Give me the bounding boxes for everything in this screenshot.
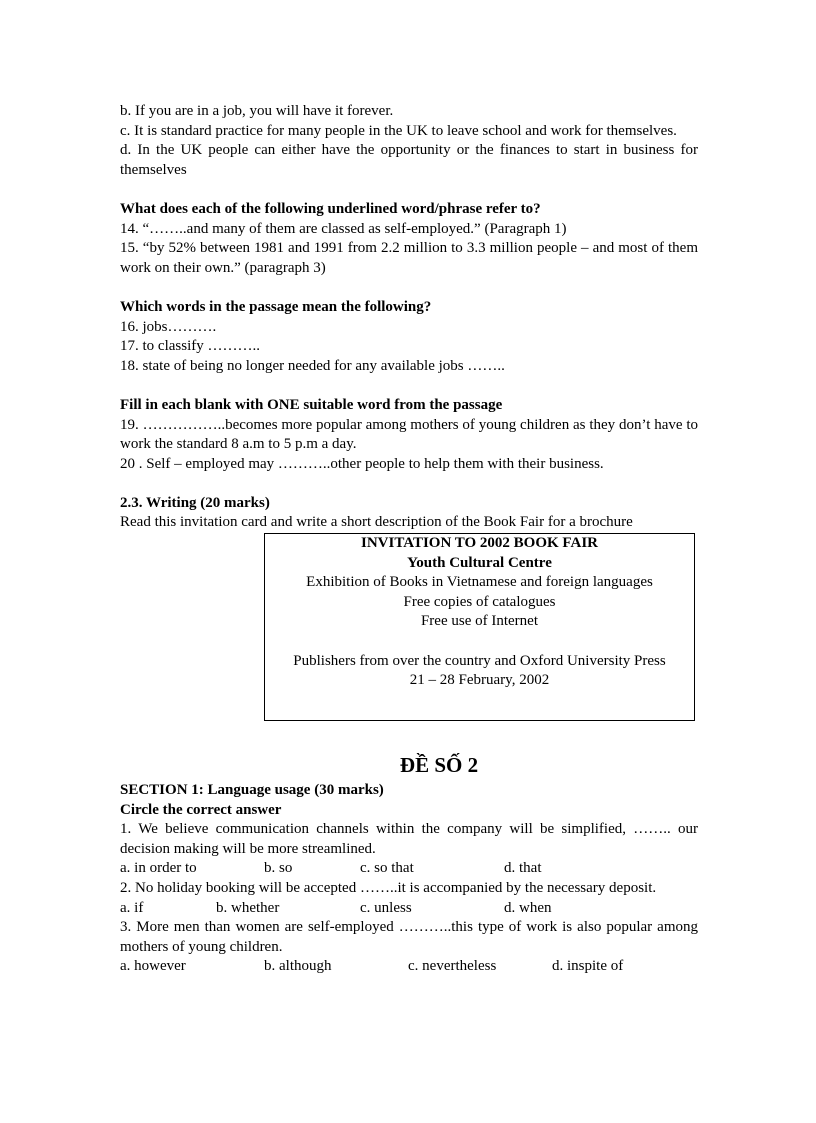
q2-option-d[interactable]: d. when <box>504 899 552 916</box>
refer-heading: What does each of the following underlined word/phrase refer to? <box>120 200 541 217</box>
q2-option-b[interactable]: b. whether <box>216 899 280 916</box>
question-1: 1. We believe communication channels within the company will be simplified, …….. our decision making will be more streamlined. <box>120 821 698 857</box>
question-17: 17. to classify ……….. <box>120 338 260 355</box>
exam-title: ĐỀ SỐ 2 <box>399 753 479 778</box>
question-1-options <box>120 859 698 879</box>
q1-option-b[interactable]: b. so <box>264 860 293 877</box>
question-19: 19. ……………..becomes more popular among mothers of young children as they don’t have to work the standard 8 a.m to 5 p.m a day. <box>120 416 698 453</box>
question-20: 20 . Self – employed may ………..other people to help them with their business. <box>120 455 604 472</box>
question-15: 15. “by 52% between 1981 and 1991 from 2.2 million to 3.3 million people – and most of them work on their own.” (paragraph 3) <box>120 240 698 276</box>
question-16: 16. jobs………. <box>120 318 217 335</box>
section-heading: SECTION 1: Language usage (30 marks) <box>120 782 384 799</box>
option-d: d. In the UK people can either have the opportunity or the finances to start in business for themselves <box>120 142 698 178</box>
q1-option-a[interactable]: a. in order to <box>120 860 197 877</box>
document-page <box>120 102 698 977</box>
fill-heading: Fill in each blank with ONE suitable word from the passage <box>120 396 503 413</box>
invitation-title: INVITATION TO 2002 BOOK FAIR <box>361 535 598 552</box>
option-b: b. If you are in a job, you will have it forever. <box>120 103 394 119</box>
invitation-venue: Youth Cultural Centre <box>407 554 552 571</box>
q3-option-b[interactable]: b. although <box>264 958 332 975</box>
q3-option-c[interactable]: c. nevertheless <box>408 958 497 975</box>
option-c: c. It is standard practice for many people in the UK to leave school and work for themselves. <box>120 122 677 139</box>
q2-option-a[interactable]: a. if <box>120 899 144 916</box>
q3-option-a[interactable]: a. however <box>120 958 186 975</box>
invitation-line-publishers: Publishers from over the country and Oxford University Press <box>293 652 666 669</box>
meaning-heading: Which words in the passage mean the following? <box>120 298 432 315</box>
q2-option-c[interactable]: c. unless <box>360 899 412 916</box>
question-3-options <box>120 957 698 977</box>
question-14: 14. “……..and many of them are classed as self-employed.” (Paragraph 1) <box>120 220 567 237</box>
section-instruction: Circle the correct answer <box>120 801 282 818</box>
writing-heading: 2.3. Writing (20 marks) <box>120 494 270 511</box>
invitation-line-internet: Free use of Internet <box>420 613 539 630</box>
invitation-line-catalogues: Free copies of catalogues <box>403 593 556 610</box>
question-2-options <box>120 899 698 919</box>
q1-option-d[interactable]: d. that <box>504 860 542 877</box>
question-2: 2. No holiday booking will be accepted ……..it is accompanied by the necessary deposit. <box>120 880 657 897</box>
invitation-dates: 21 – 28 February, 2002 <box>409 672 550 689</box>
question-18: 18. state of being no longer needed for any available jobs …….. <box>120 357 505 374</box>
invitation-card <box>264 533 695 721</box>
invitation-line-exhibition: Exhibition of Books in Vietnamese and foreign languages <box>306 574 653 591</box>
question-3: 3. More men than women are self-employed ………..this type of work is also popular among mothers of young children. <box>120 919 698 955</box>
q3-option-d[interactable]: d. inspite of <box>552 958 624 975</box>
writing-instruction: Read this invitation card and write a short description of the Book Fair for a brochure <box>120 514 633 531</box>
q1-option-c[interactable]: c. so that <box>360 860 414 877</box>
